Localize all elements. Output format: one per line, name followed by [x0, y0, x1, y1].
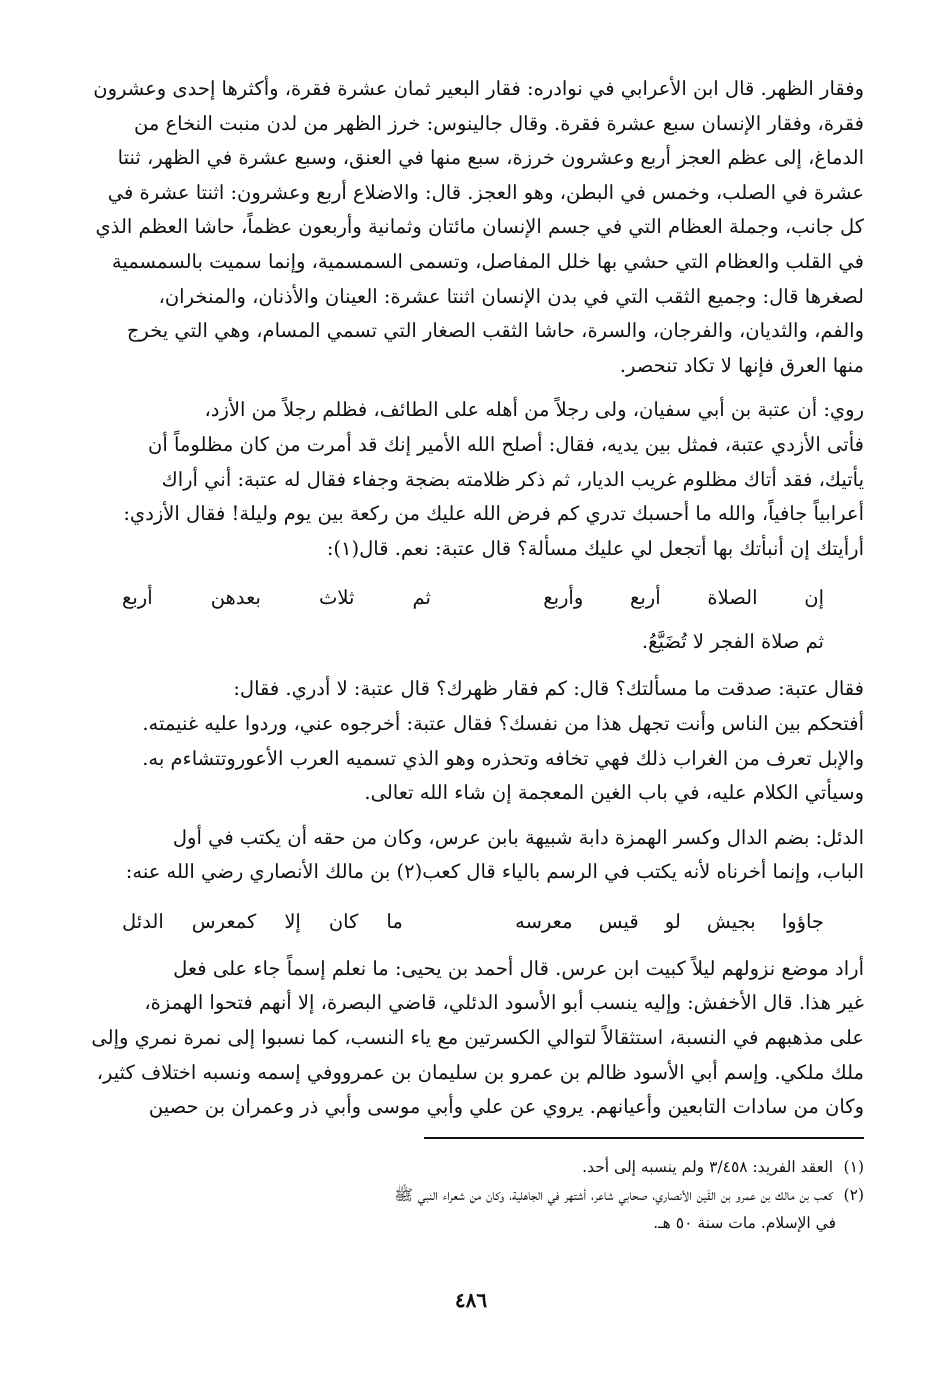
text-line: أرأيتك إن أنبأتك بها أتجعل لي عليك مسألة؟ قال عتبة: نعم. قال(١): — [326, 536, 864, 560]
footnote-label: (١) — [843, 1157, 864, 1176]
verse-tail: ثم صلاة الفجر لا تُضَيَّعُ. — [641, 630, 824, 654]
text-line: أعرابياً جافياً، والله ما أحسبك تدري كم فرض الله عليك من ركعة بين يوم وليلة! فقال الأزدي: — [123, 502, 864, 526]
text-line: فقرة، وفقار الإنسان سبع عشرة فقرة. وقال جالينوس: خرز الظهر من لدن منبت النخاع من — [134, 111, 864, 135]
footnote-label: (٢) — [843, 1185, 864, 1204]
verse-line — [122, 900, 824, 944]
footnote-text: العقد الفريد: ٣/٤٥٨ ولم ينسبه إلى أحد. — [582, 1157, 834, 1176]
text-line: فأتى الأزدي عتبة، فمثل بين يديه، فقال: أصلح الله الأمير إنك قد أمرت من كان مظلوماً أن — [148, 432, 864, 456]
text-line: وفقار الظهر. قال ابن الأعرابي في نوادره: فقار البعير ثمان عشرة فقرة، وأكثرها إحدى وعشرون — [93, 77, 864, 100]
text-line: أفتحكم بين الناس وأنت تجهل هذا من نفسك؟ فقال عتبة: أخرجوه عني، وردوا عليه غنيمته. — [142, 711, 864, 735]
text-line: والفم، والثديان، والفرجان، والسرة، حاشا الثقب الصغار التي تسمي المسام، وهي التي يخرج — [126, 319, 864, 343]
paragraph-dual-entry — [82, 821, 864, 890]
verse-second-hemistich: ما كان إلا كمعرس الدئل — [122, 909, 403, 933]
text-line: ملك ملكي. وإسم أبي الأسود ظالم بن عمرو بن سليمان بن عمرووفي إسمه ونسبه اختلاف كثير، — [96, 1060, 864, 1084]
verse-kaab — [122, 900, 824, 944]
footnote-text: كعب بن مالك بن عمرو بن القَين الأنصاري، صحابي شاعر، أشتهر في الجاهلية، وكان من شعراء النبي ﷺ — [394, 1185, 834, 1204]
paragraph-abul-aswad — [82, 952, 864, 1125]
text-line: غير هذا. قال الأخفش: وإليه ينسب أبو الأسود الدئلي، قاضي البصرة، إلا أنهم فتحوا الهمزة، — [144, 991, 864, 1015]
footnote-2 — [82, 1181, 864, 1209]
text-line: فقال عتبة: صدقت ما مسألتك؟ قال: كم فقار ظهرك؟ قال عتبة: لا أدري. فقال: — [233, 677, 864, 701]
text-line: روي: أن عتبة بن أبي سفيان، ولى رجلاً من أهله على الطائف، فظلم رجلاً من الأزد، — [204, 398, 864, 422]
text-line: الدئل: بضم الدال وكسر الهمزة دابة شبيهة بابن عرس، وكان من حقه أن يكتب في أول — [172, 825, 864, 849]
verse-prayer — [122, 576, 824, 664]
footnotes — [82, 1153, 864, 1237]
text-line: الباب، وإنما أخرناه لأنه يكتب في الرسم بالياء قال كعب(٢) بن مالك الأنصاري رضي الله عنه: — [125, 860, 864, 884]
text-line: منها العرق فإنها لا تكاد تنحصر. — [619, 353, 864, 377]
footnote-separator — [424, 1137, 864, 1139]
paragraph-utba-story — [82, 393, 864, 566]
footnote-1 — [82, 1153, 864, 1181]
verse-first-hemistich: جاؤوا بجيش لو قيس معرسه — [515, 909, 824, 933]
text-line: الدماغ، إلى عظم العجز أربع وعشرون خرزة، سبع منها في العنق، وسبع عشرة في الظهر، ثنتا — [117, 146, 864, 170]
text-line: عشرة في الصلب، وخمس في البطن، وهو العجز. قال: والاضلاع أربع وعشرون: اثنتا عشرة في — [107, 180, 864, 204]
footnote-2-continuation: في الإسلام. مات سنة ٥٠ هـ. — [653, 1213, 836, 1232]
text-line: على مذهبهم في النسبة، استثقالاً لتوالي الكسرتين مع ياء النسب، كما نسبوا إلى نمرة نمري وإلى — [91, 1026, 864, 1050]
text-line: كل جانب، وجملة العظام التي في جسم الإنسان مائتان وثمانية وأربعون عظماً، حاشا العظم الذي — [95, 215, 864, 239]
text-line: والإبل تعرف من الغراب ذلك فهي تخافه وتحذره وهو الذي تسميه العرب الأعوروتتشاءم به. — [142, 746, 864, 770]
text-line: لصغرها قال: وجميع الثقب التي في بدن الإنسان اثنتا عشرة: العينان والأذنان، والمنخران، — [158, 284, 864, 308]
verse-line — [122, 576, 824, 620]
verse-first-hemistich: إن الصلاة أربع وأربع — [543, 586, 824, 610]
page-number: ٤٨٦ — [454, 1288, 488, 1312]
text-line: يأتيك، فقد أتاك مظلوم غريب الديار، ثم ذكر ظلامته بضجة وجفاء فقال له عتبة: أني أراك — [161, 467, 864, 491]
text-line: وكان من سادات التابعين وأعيانهم. يروي عن علي وأبي موسى وأبي ذر وعمران بن حصين — [148, 1095, 864, 1119]
text-line: في القلب والعظام التي حشي بها خلل المفاصل، وتسمى السمسمية، وإنما سميت بالسمسمية — [111, 249, 864, 273]
verse-second-hemistich: ثم ثلاث بعدهن أربع — [122, 586, 431, 610]
text-line: أراد موضع نزولهم ليلاً كبيت ابن عرس. قال أحمد بن يحيى: ما نعلم إسماً جاء على فعل — [173, 956, 864, 980]
paragraph-spine-anatomy — [82, 72, 864, 383]
text-line: وسيأتي الكلام عليه، في باب الغين المعجمة إن شاء الله تعالى. — [364, 781, 864, 805]
paragraph-utba-answer — [82, 672, 864, 810]
